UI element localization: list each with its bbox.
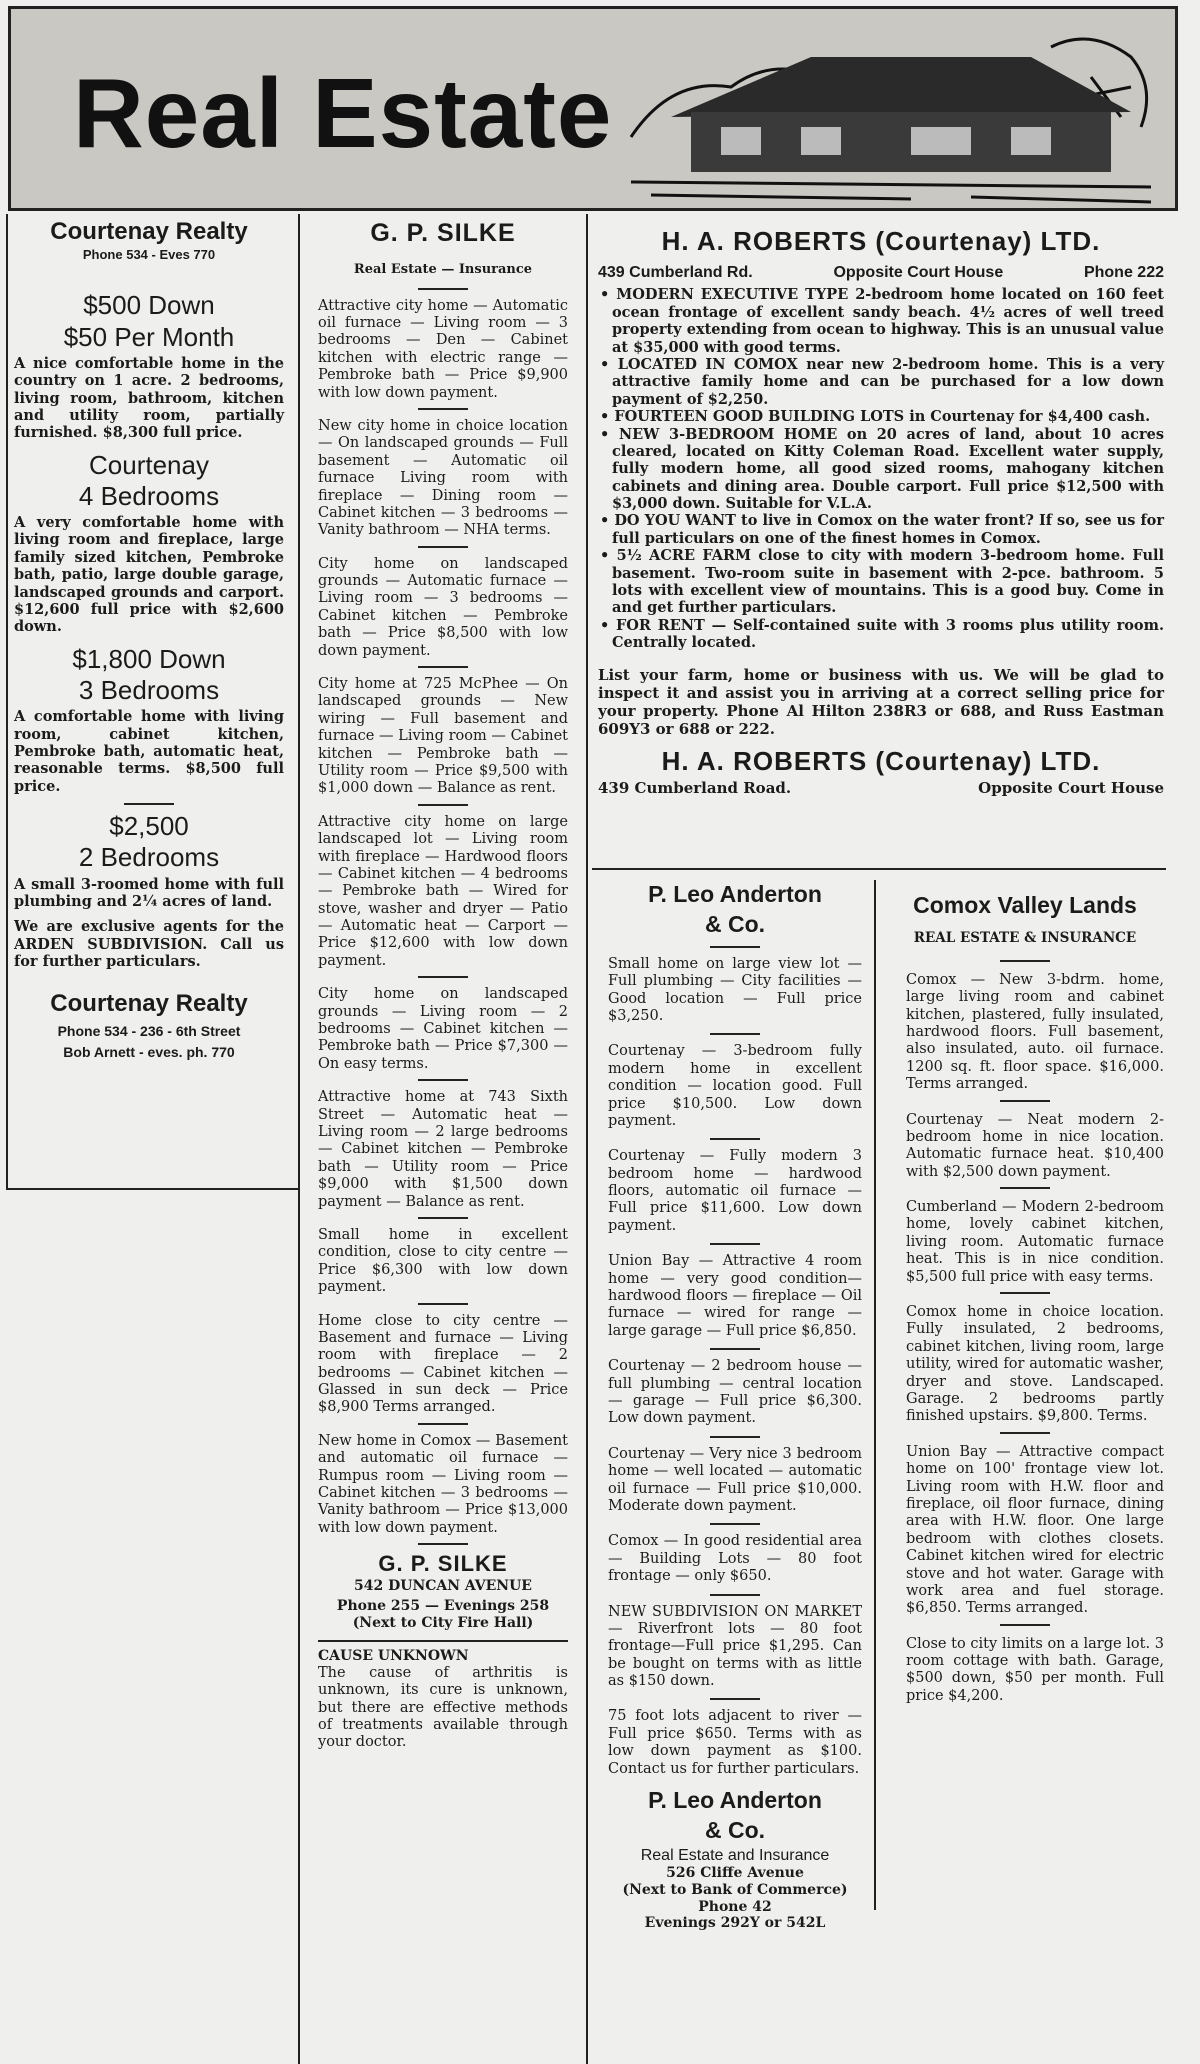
footer-phone: Phone 255 — Evenings 258 (336, 1598, 550, 1615)
separator-rule (1000, 1100, 1050, 1102)
listing-text: Comox home in choice location. Fully insulated, 2 bedrooms, cabinet kitchen, living room, large utility, wired for automatic washer, dryer and stove. Landscaped. Garage. 2 bedrooms partly finished upstairs. $9,800. Terms. (906, 1304, 1164, 1425)
listing-text: A small 3-roomed home with full plumbing and 2¼ acres of land. (14, 875, 284, 910)
separator-rule (418, 1079, 468, 1081)
advertiser-name: G. P. SILKE (370, 219, 516, 247)
banner (8, 6, 1178, 211)
separator-rule (1000, 1624, 1050, 1626)
footer-address: 526 Cliffe Avenue (666, 1864, 804, 1881)
listing-text: Courtenay — Neat modern 2-bedroom home in nice location. Automatic furnace heat. $10,400 with $2,500 down payment. (906, 1111, 1164, 1180)
footer-evenings: Evenings 292Y or 542L (644, 1915, 826, 1932)
listing-text: Cumberland — Modern 2-bedroom home, lovely cabinet kitchen, living room. Automatic furnace heat. This is in nice condition. $5,500 full price with easy terms. (906, 1199, 1164, 1285)
separator-rule (710, 1436, 760, 1438)
column-divider (586, 214, 588, 2064)
footer-address: Phone 534 - 236 - 6th Street (57, 1023, 241, 1040)
courtenay-realty-ad (14, 218, 284, 1061)
separator-rule (710, 1594, 760, 1596)
listing-text: Attractive home at 743 Sixth Street — Automatic heat — Living room — 2 large bedrooms — Cabinet kitchen — Pembroke bath — Utility room — Price $9,000 with $1,500 down payment — Balance as rent. (318, 1089, 568, 1210)
separator-rule (1000, 1432, 1050, 1434)
advertiser-address-line (598, 263, 1164, 282)
listing-text: City home on landscaped grounds — Automatic furnace — Living room — 3 bedrooms — Cabinet kitchen — Pembroke bath — Price $8,500 with low down payment. (318, 555, 568, 659)
listing-headline: 4 Bedrooms (78, 480, 220, 511)
listing-text: 75 foot lots adjacent to river — Full price $650. Terms with as low down payment as $100. Contact us for further particulars. (608, 1708, 862, 1777)
separator-rule (418, 804, 468, 806)
advertiser-phone: Phone 534 - Eves 770 (82, 246, 216, 262)
address-right: Phone 222 (1083, 264, 1164, 282)
roberts-footer-text: List your farm, home or business with us. We will be glad to inspect it and assist you in arriving at a correct selling price for your property. Phone Al Hilton 238R3 or 688, and Russ Eastman 609Y3 or 688 or 222. (598, 665, 1164, 738)
list-item: • LOCATED IN COMOX near new 2-bedroom home. This is a very attractive family home and can be purchased for a low down payment of $2,250. (600, 355, 1164, 408)
separator-rule (418, 408, 468, 410)
address-mid: Opposite Court House (833, 264, 1004, 282)
advertiser-subtitle: REAL ESTATE & INSURANCE (913, 929, 1137, 946)
listing-text: NEW SUBDIVISION ON MARKET — Riverfront lots — 80 foot frontage—Full price $1,295. Can be bought on terms with as little as $150 down. (608, 1603, 862, 1690)
listing-headline: $2,500 (109, 811, 189, 842)
list-item: • FOR RENT — Self-contained suite with 3 rooms plus utility room. Centrally located. (600, 616, 1164, 652)
separator-rule (418, 976, 468, 978)
footer-name: Courtenay Realty (50, 990, 248, 1018)
listing-text: Attractive city home on large landscaped lot — Living room with fireplace — Hardwood floors — Cabinet kitchen — 4 bedrooms — Pembroke bath — Wired for stove, washer and dryer — Patio — Automatic heat — Carport — Price $12,600 with low down payment. (318, 813, 568, 969)
listing-text: Courtenay — 3-bedroom fully modern home in excellent condition — location good. Full price $10,500. Low down payment. (608, 1043, 862, 1129)
listing-text: City home at 725 McPhee — On landscaped grounds — New wiring — Full basement and furnace — Living room — Cabinet kitchen — Pembroke bath — Utility room — Price $9,500 with $1,000 down — Balance as rent. (318, 676, 568, 797)
listing-text: Comox — New 3-bdrm. home, large living room and cabinet kitchen, plastered, fully insulated, hardwood floors. Full basement, also insulated, auto. oil furnace. 1200 sq. ft. floor space. $16,000. Terms arranged. (906, 971, 1164, 1093)
listing-text: A comfortable home with living room, cabinet kitchen, Pembroke bath, automatic heat, reasonable terms. $8,500 full price. (14, 708, 284, 795)
listing-text: New home in Comox — Basement and automatic oil furnace — Rumpus room — Living room — Cabinet kitchen — 3 bedrooms — Vanity bathroom — Price $13,000 with low down payment. (318, 1432, 568, 1536)
advertiser-name: H. A. ROBERTS (Courtenay) LTD. (661, 226, 1101, 256)
footer-address-line (598, 779, 1164, 797)
comox-valley-ad (886, 892, 1164, 1705)
list-item: • MODERN EXECUTIVE TYPE 2-bedroom home located on 160 feet ocean frontage of excellent sandy beach. 4½ acres of well treed property extending from ocean to highway. This is an unusual value at $35,000 with good terms. (600, 286, 1164, 356)
separator-rule (418, 1217, 468, 1219)
listing-text: Home close to city centre — Basement and furnace — Living room with fireplace — 2 bedrooms — Cabinet kitchen — Glassed in sun deck — Price $8,900 Terms arranged. (318, 1312, 568, 1416)
footer-phone: Phone 42 (698, 1898, 772, 1915)
roberts-listings (598, 286, 1164, 651)
footer-note: (Next to Bank of Commerce) (622, 1881, 848, 1898)
box-border (6, 214, 8, 1190)
listing-headline: $50 Per Month (63, 321, 235, 352)
section-divider (592, 868, 1166, 870)
listing-text: Union Bay — Attractive compact home on 100' frontage view lot. Living room with H.W. floor and fireplace, oil floor furnace, dining area with H.W. floor. One large bedroom with clothes closets. Cabinet kitchen wired for electric stove and hot water. Garage with work area and fuel storage. $6,850. Terms arranged. (906, 1443, 1164, 1617)
advertiser-name-suffix: & Co. (704, 910, 766, 937)
separator-rule (710, 1348, 760, 1350)
separator-rule (710, 1523, 760, 1525)
listing-text: Comox — In good residential area — Building Lots — 80 foot frontage — only $650. (608, 1533, 862, 1585)
separator-rule (710, 1138, 760, 1140)
listing-text: Courtenay — Fully modern 3 bedroom home — hardwood floors, automatic oil furnace — Full price $11,600. Low down payment. (608, 1148, 862, 1234)
listing-headline: Courtenay (89, 449, 209, 480)
listing-text: Small home on large view lot — Full plumbing — City facilities — Good location — Full price $3,250. (608, 955, 862, 1024)
listing-headline: $500 Down (83, 290, 215, 321)
footer-name-suffix: & Co. (704, 1816, 766, 1843)
address-left: 439 Cumberland Rd. (598, 264, 753, 282)
listing-text: Close to city limits on a large lot. 3 room cottage with bath. Garage, $500 down, $50 per month. Full price $4,200. (906, 1635, 1164, 1704)
list-item: • DO YOU WANT to live in Comox on the water front? If so, see us for full particulars on one of the finest homes in Comox. (600, 512, 1164, 547)
silke-ad (318, 218, 568, 1752)
separator-rule (1000, 1292, 1050, 1294)
advertiser-name: Courtenay Realty (50, 218, 248, 245)
separator-rule (1000, 1187, 1050, 1189)
separator-rule (418, 546, 468, 548)
listing-text: Attractive city home — Automatic oil furnace — Living room — 3 bedrooms — Den — Cabinet kitchen with electric range — Pembroke bath — Price $9,900 with low down payment. (318, 297, 568, 401)
list-item: • 5½ ACRE FARM close to city with modern 3-bedroom home. Full basement. Two-room suite in basement with 2-pce. bathroom. 5 lots with excellent view of mountains. This is a good buy. Come in and get further particulars. (600, 547, 1164, 617)
footer-opposite: Opposite Court House (978, 778, 1164, 797)
cause-text: The cause of arthritis is unknown, its cure is unknown, but there are effective methods of treatments available through your doctor. (318, 1664, 568, 1751)
separator-rule (418, 1303, 468, 1305)
listing-text: City home on landscaped grounds — Living room — 2 bedrooms — Cabinet kitchen — Pembroke bath — Price $7,300 — On easy terms. (318, 986, 568, 1072)
separator-rule (418, 666, 468, 668)
column-divider (298, 214, 300, 2064)
listing-text: New city home in choice location — On landscaped grounds — Full basement — Automatic oil furnace Living room with fireplace — Dining room — Cabinet kitchen — 3 bedrooms — Vanity bathroom — NHA terms. (318, 417, 568, 539)
list-item: • FOURTEEN GOOD BUILDING LOTS in Courtenay for $4,400 cash. (600, 408, 1151, 426)
separator-rule (710, 1033, 760, 1035)
house-illustration-icon (611, 17, 1171, 212)
footer-name: P. Leo Anderton (648, 1787, 822, 1814)
roberts-ad (598, 226, 1164, 797)
separator-rule (710, 946, 760, 948)
separator-rule (418, 1543, 468, 1545)
advertiser-name: Comox Valley Lands (913, 892, 1137, 918)
listing-text: Courtenay — Very nice 3 bedroom home — well located — automatic oil furnace — Full price $10,000. Moderate down payment. (608, 1445, 862, 1514)
list-item: • NEW 3-BEDROOM HOME on 20 acres of land, about 10 acres cleared, located on Kitty Coleman Road. Excellent water supply, fully modern home, all good sized rooms, mahogany kitchen cabinets and dining area. Double carport. Full price $12,500 with $3,000 down. Suitable for V.L.A. (600, 425, 1164, 513)
footer-address: 542 DUNCAN AVENUE (354, 1577, 532, 1594)
separator-rule (124, 803, 174, 805)
listing-headline: 3 Bedrooms (78, 675, 220, 706)
footer-name: H. A. ROBERTS (Courtenay) LTD. (661, 745, 1101, 776)
footer-note: (Next to City Fire Hall) (352, 1615, 534, 1632)
separator-rule (418, 1423, 468, 1425)
listing-text: A nice comfortable home in the country on 1 acre. 2 bedrooms, living room, bathroom, kitchen and utility room, partially furnished. $8,300 full price. (14, 354, 284, 442)
listing-headline: 2 Bedrooms (78, 842, 220, 873)
footer-contact: Bob Arnett - eves. ph. 770 (63, 1044, 235, 1061)
footer-subtitle: Real Estate and Insurance (640, 1846, 830, 1864)
advertiser-name: P. Leo Anderton (648, 881, 822, 907)
listing-headline: $1,800 Down (72, 643, 226, 674)
separator-rule (710, 1698, 760, 1700)
separator-rule (418, 288, 468, 290)
cause-title: CAUSE UNKNOWN (318, 1647, 469, 1664)
separator-rule (1000, 960, 1050, 962)
page-title: Real Estate (73, 58, 613, 168)
listing-text: A very comfortable home with living room and fireplace, large family sized kitchen, Pembroke bath, patio, large double garage, landscaped grounds and carport. $12,600 full price with $2,600 down. (14, 514, 284, 636)
footer-name: G. P. SILKE (378, 1551, 508, 1577)
listing-text: Small home in excellent condition, close to city centre — Price $6,300 with low down payment. (318, 1226, 568, 1296)
footer-address: 439 Cumberland Road. (598, 778, 792, 797)
subdivision-note: We are exclusive agents for the ARDEN SUBDIVISION. Call us for further particulars. (14, 918, 284, 971)
advertiser-subtitle: Real Estate — Insurance (353, 262, 533, 277)
anderton-ad (608, 880, 862, 1932)
column-divider (874, 880, 876, 1910)
separator-rule (710, 1243, 760, 1245)
section-divider (8, 1188, 298, 1190)
listing-text: Union Bay — Attractive 4 room home — very good condition—hardwood floors — fireplace — Oil furnace — wired for range — large garage — Full price $6,850. (608, 1253, 862, 1339)
listing-text: Courtenay — 2 bedroom house — full plumbing — central location — garage — Full price $6,300. Low down payment. (608, 1358, 862, 1427)
